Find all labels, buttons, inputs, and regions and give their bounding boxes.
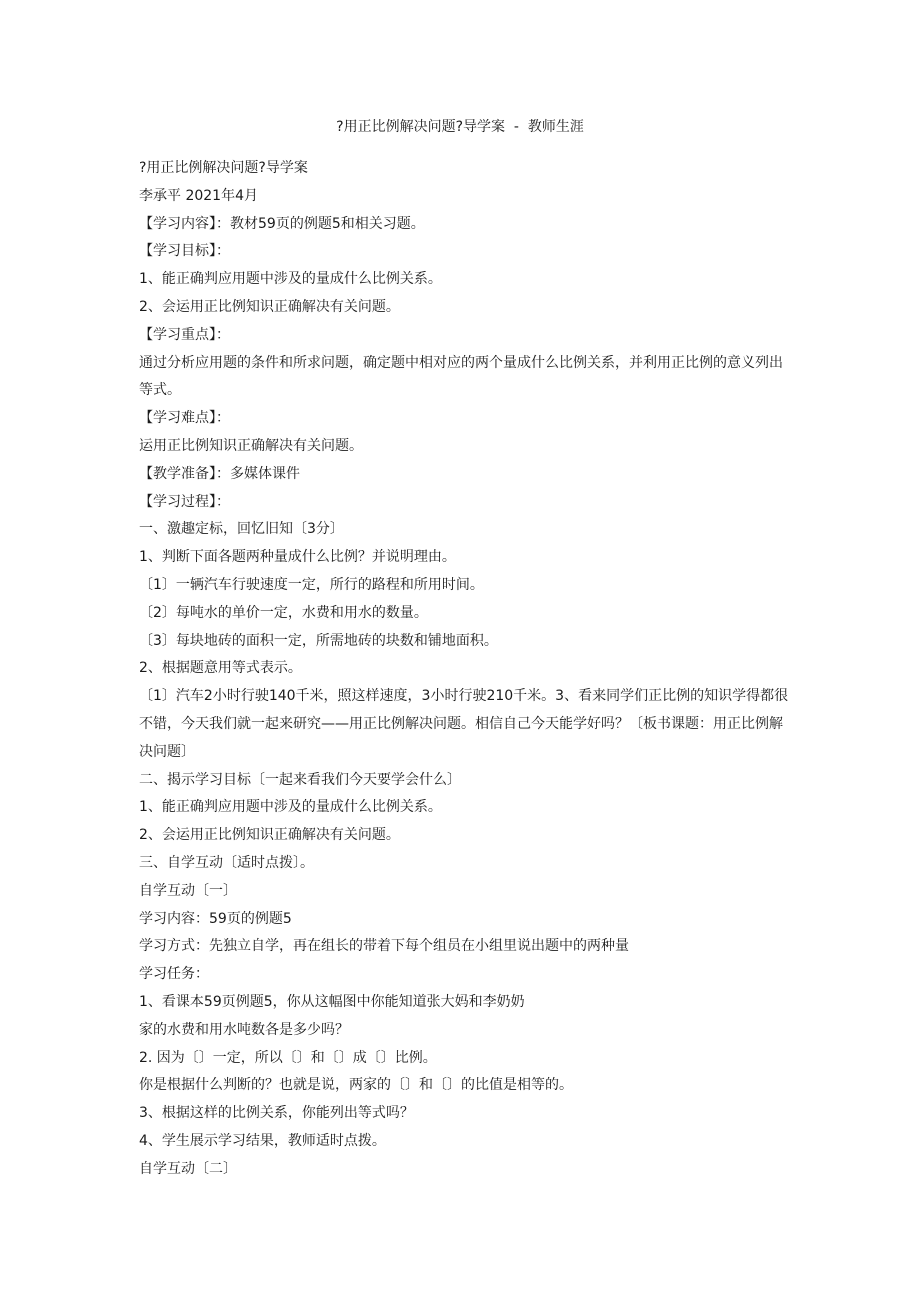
author-date: 李承平 2021年4月 [139,187,258,204]
list-item: 2. 因为〔〕一定，所以〔〕和〔〕成〔〕比例。 [139,1049,437,1066]
list-subitem: 〔2〕每吨水的单价一定，水费和用水的数量。 [139,604,428,621]
list-item: 1、能正确判应用题中涉及的量成什么比例关系。 [139,799,442,816]
difficulty-text: 运用正比例知识正确解决有关问题。 [139,437,363,454]
list-item: 学习方式：先独立自学，再在组长的带着下每个组员在小组里说出题中的两种量 [139,938,629,955]
document-body [139,155,789,1183]
section-heading: 三、自学互动〔适时点拨〕。 [139,854,314,871]
subsection-heading: 自学互动〔二〕 [139,1160,237,1177]
list-item: 2、会运用正比例知识正确解决有关问题。 [139,827,400,844]
process-heading: 【学习过程】： [139,493,230,510]
focus-heading: 【学习重点】： [139,326,230,343]
list-subitem: 〔3〕每块地砖的面积一定，所需地砖的块数和铺地面积。 [139,632,498,649]
subsection-heading: 自学互动〔一〕 [139,882,237,899]
list-item: 学习任务： [139,966,209,983]
goal-item: 2、会运用正比例知识正确解决有关问题。 [139,298,400,315]
section-heading: 二、揭示学习目标〔一起来看我们今天要学会什么〕 [139,771,461,788]
goal-heading: 【学习目标】： [139,243,230,260]
learning-content: 【学习内容】：教材59页的例题5和相关习题。 [139,215,425,232]
list-paragraph: 〔1〕汽车2小时行驶140千米，照这样速度，3小时行驶210千米。3、看来同学们正比例的知识学得都很不错，今天我们就一起来研究——用正比例解决问题。相信自己今天能学好吗？〔板书课题：用正比例解决问题〕 [139,688,789,760]
difficulty-heading: 【学习难点】： [139,410,230,427]
list-item: 2、根据题意用等式表示。 [139,660,302,677]
list-item: 家的水费和用水吨数各是多少吗？ [139,1021,349,1038]
goal-item: 1、能正确判应用题中涉及的量成什么比例关系。 [139,271,442,288]
section-heading: 一、激趣定标，回忆旧知〔3分〕 [139,521,344,538]
list-item: 1、看课本59页例题5，你从这幅图中你能知道张大妈和李奶奶 [139,993,525,1010]
list-item: 1、判断下面各题两种量成什么比例？并说明理由。 [139,549,456,566]
doc-heading: ?用正比例解决问题?导学案 [139,160,308,176]
teaching-prep: 【教学准备】：多媒体课件 [139,465,300,482]
list-item: 学习内容：59页的例题5 [139,910,292,927]
list-item: 4、学生展示学习结果，教师适时点拨。 [139,1132,386,1149]
list-item: 3、根据这样的比例关系，你能列出等式吗？ [139,1105,414,1122]
list-item: 你是根据什么判断的？也就是说，两家的〔〕和〔〕的比值是相等的。 [139,1077,573,1094]
page-title: ?用正比例解决问题?导学案 - 教师生涯 [336,119,584,135]
list-subitem: 〔1〕一辆汽车行驶速度一定，所行的路程和所用时间。 [139,576,484,593]
focus-text: 通过分析应用题的条件和所求问题，确定题中相对应的两个量成什么比例关系，并利用正比例的意义列出等式。 [139,354,783,399]
